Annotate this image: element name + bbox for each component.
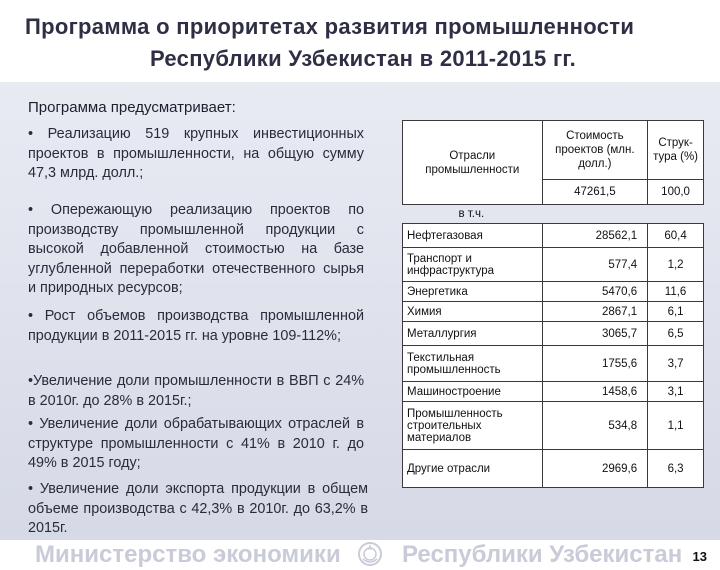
total-cost: 47261,5: [542, 180, 648, 205]
page-title-line-2: Республики Узбекистан в 2011-2015 гг.: [150, 46, 577, 71]
row-cost: 1755,6: [542, 346, 648, 382]
row-cost: 28562,1: [542, 224, 648, 248]
table-row: [403, 224, 704, 248]
row-label: Текстильная промышленность: [403, 346, 543, 382]
row-label: Химия: [403, 302, 543, 322]
row-share: 1,2: [648, 248, 704, 282]
total-share: 100,0: [648, 180, 704, 205]
watermark-ministry: Министерство экономики: [35, 541, 341, 568]
row-share: 3,1: [648, 382, 704, 402]
page-title-line-1: Программа о приоритетах развития промышленности: [25, 14, 635, 39]
table-header-row: [403, 121, 704, 180]
row-share: 6,5: [648, 322, 704, 346]
bullet-item-2: • Опережающую реализацию проектов по производству промышленной продукции с высокой добавленной стоимостью на базе углубленной переработки отечественного сырья и природных ресурсов;: [28, 202, 364, 296]
row-cost: 1458,6: [542, 382, 648, 402]
row-share: 6,3: [648, 450, 704, 488]
row-share: 1,1: [648, 402, 704, 450]
row-share: 3,7: [648, 346, 704, 382]
state-emblem-icon: [357, 541, 383, 567]
industry-table: [402, 120, 704, 488]
table-row: [403, 402, 704, 450]
table-row: [403, 248, 704, 282]
table-row: [403, 322, 704, 346]
row-label: Другие отрасли: [403, 450, 543, 488]
table-row: [403, 282, 704, 302]
row-cost: 5470,6: [542, 282, 648, 302]
table-row: [403, 346, 704, 382]
subheader-label: в т.ч.: [458, 208, 485, 220]
row-label: Промышленность строительных материалов: [403, 402, 543, 450]
watermark-republic: Республики Узбекистан: [402, 541, 683, 568]
header-industries: Отрасли промышленности: [403, 121, 543, 205]
row-cost: 3065,7: [542, 322, 648, 346]
row-label: Транспорт и инфраструктура: [403, 248, 543, 282]
table-row: [403, 450, 704, 488]
table-row: [403, 302, 704, 322]
row-share: 6,1: [648, 302, 704, 322]
row-label: Металлургия: [403, 322, 543, 346]
table-row: [403, 382, 704, 402]
row-label: Энергетика: [403, 282, 543, 302]
page-number: 13: [692, 549, 707, 564]
row-cost: 2867,1: [542, 302, 648, 322]
row-share: 60,4: [648, 224, 704, 248]
title-area: [0, 0, 720, 82]
intro-heading: Программа предусматривает:: [28, 99, 236, 116]
bullet-item-1: • Реализацию 519 крупных инвестиционных проектов в промышленности, на общую сумму 47,3 млрд. долл.;: [28, 126, 364, 181]
bullet-item-4: •Увеличение доли промышленности в ВВП с 24% в 2010г. до 28% в 2015г.;: [28, 373, 364, 409]
bullet-item-3: • Рост объемов производства промышленной продукции в 2011-2015 гг. на уровне 109-112%;: [28, 308, 364, 344]
row-share: 11,6: [648, 282, 704, 302]
header-cost: Стоимость проектов (млн. долл.): [542, 121, 648, 180]
row-cost: 2969,6: [542, 450, 648, 488]
row-cost: 577,4: [542, 248, 648, 282]
bullet-item-6: • Увеличение доли экспорта продукции в общем объеме производства с 42,3% в 2010г. до 63,2% в 2015г.: [28, 481, 368, 536]
table-subheader-row: [403, 205, 704, 224]
bullet-item-5: • Увеличение доли обрабатывающих отраслей в структуре промышленности с 41% в 2010 г. до 49% в 2015 году;: [28, 416, 364, 471]
row-cost: 534,8: [542, 402, 648, 450]
row-label: Нефтегазовая: [403, 224, 543, 248]
row-label: Машиностроение: [403, 382, 543, 402]
header-share: Струк-тура (%): [648, 121, 704, 180]
